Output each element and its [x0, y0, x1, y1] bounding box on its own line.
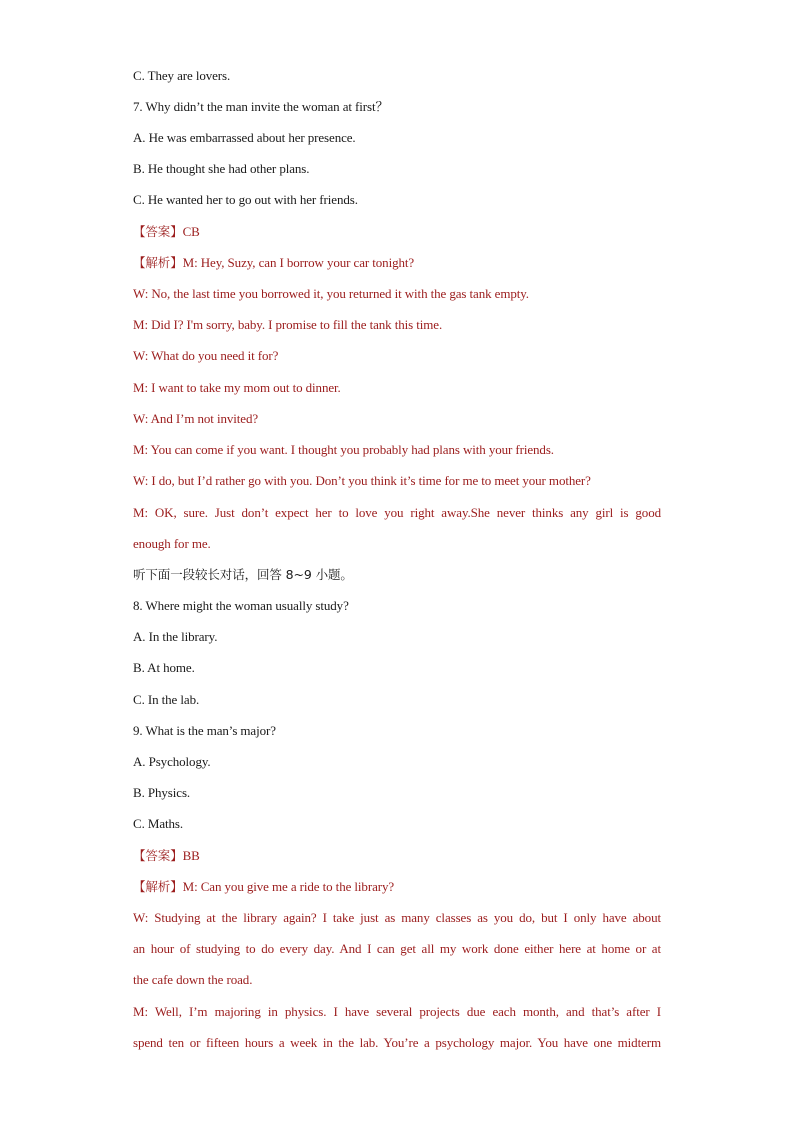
transcript-line: the cafe down the road. [133, 972, 253, 987]
analysis-line: M: Can you give me a ride to the library? [182, 879, 395, 894]
option-9c: C. Maths. [133, 816, 184, 831]
option-8a: A. In the library. [133, 629, 218, 644]
option-7c: C. He wanted her to go out with her friends. [133, 192, 358, 207]
section-instruction: 听下面一段较长对话，回答 8~9 小题。 [133, 567, 353, 582]
option-8c: C. In the lab. [133, 692, 200, 707]
transcript-line: M: You can come if you want. I thought you probably had plans with your friends. [133, 442, 554, 457]
transcript-line: W: Studying at the library again? I take just as many classes as you do, but I only have about [133, 910, 661, 925]
answer-tag: 【答案】 [133, 848, 183, 863]
analysis-tag: 【解析】 [133, 879, 183, 894]
answer-value: CB [182, 224, 200, 239]
transcript-line: M: Well, I’m majoring in physics. I have several projects due each month, and that’s after I [133, 1004, 661, 1019]
option-7a: A. He was embarrassed about her presence. [133, 130, 356, 145]
transcript-line: W: I do, but I’d rather go with you. Don’t you think it’s time for me to meet your mother? [133, 473, 591, 488]
answer-8-9 [133, 848, 200, 864]
analysis-line: M: Hey, Suzy, can I borrow your car tonight? [182, 255, 415, 270]
analysis-6-7 [133, 255, 414, 271]
question-7: 7. Why didn’t the man invite the woman at first？ [133, 99, 389, 114]
option-9b: B. Physics. [133, 785, 191, 800]
transcript-line: enough for me. [133, 536, 211, 551]
transcript-line: M: OK, sure. Just don’t expect her to love you right away.She never thinks any girl is good [133, 505, 661, 520]
option-7b: B. He thought she had other plans. [133, 161, 310, 176]
transcript-line: W: What do you need it for? [133, 348, 279, 363]
answer-tag: 【答案】 [133, 224, 183, 239]
answer-value: BB [182, 848, 200, 863]
transcript-line: M: I want to take my mom out to dinner. [133, 380, 341, 395]
question-8: 8. Where might the woman usually study? [133, 598, 349, 613]
analysis-8-9 [133, 879, 394, 895]
answer-6-7 [133, 224, 200, 240]
transcript-line: M: Did I? I'm sorry, baby. I promise to fill the tank this time. [133, 317, 443, 332]
transcript-line: an hour of studying to do every day. And I can get all my work done either here at home or at [133, 941, 661, 956]
transcript-line: W: No, the last time you borrowed it, you returned it with the gas tank empty. [133, 286, 529, 301]
transcript-line: spend ten or fifteen hours a week in the lab. You’re a psychology major. You have one midterm [133, 1035, 661, 1050]
transcript-line: W: And I’m not invited? [133, 411, 259, 426]
analysis-tag: 【解析】 [133, 255, 183, 270]
option-8b: B. At home. [133, 660, 195, 675]
option-6c: C. They are lovers. [133, 68, 231, 83]
option-9a: A. Psychology. [133, 754, 211, 769]
question-9: 9. What is the man’s major? [133, 723, 276, 738]
